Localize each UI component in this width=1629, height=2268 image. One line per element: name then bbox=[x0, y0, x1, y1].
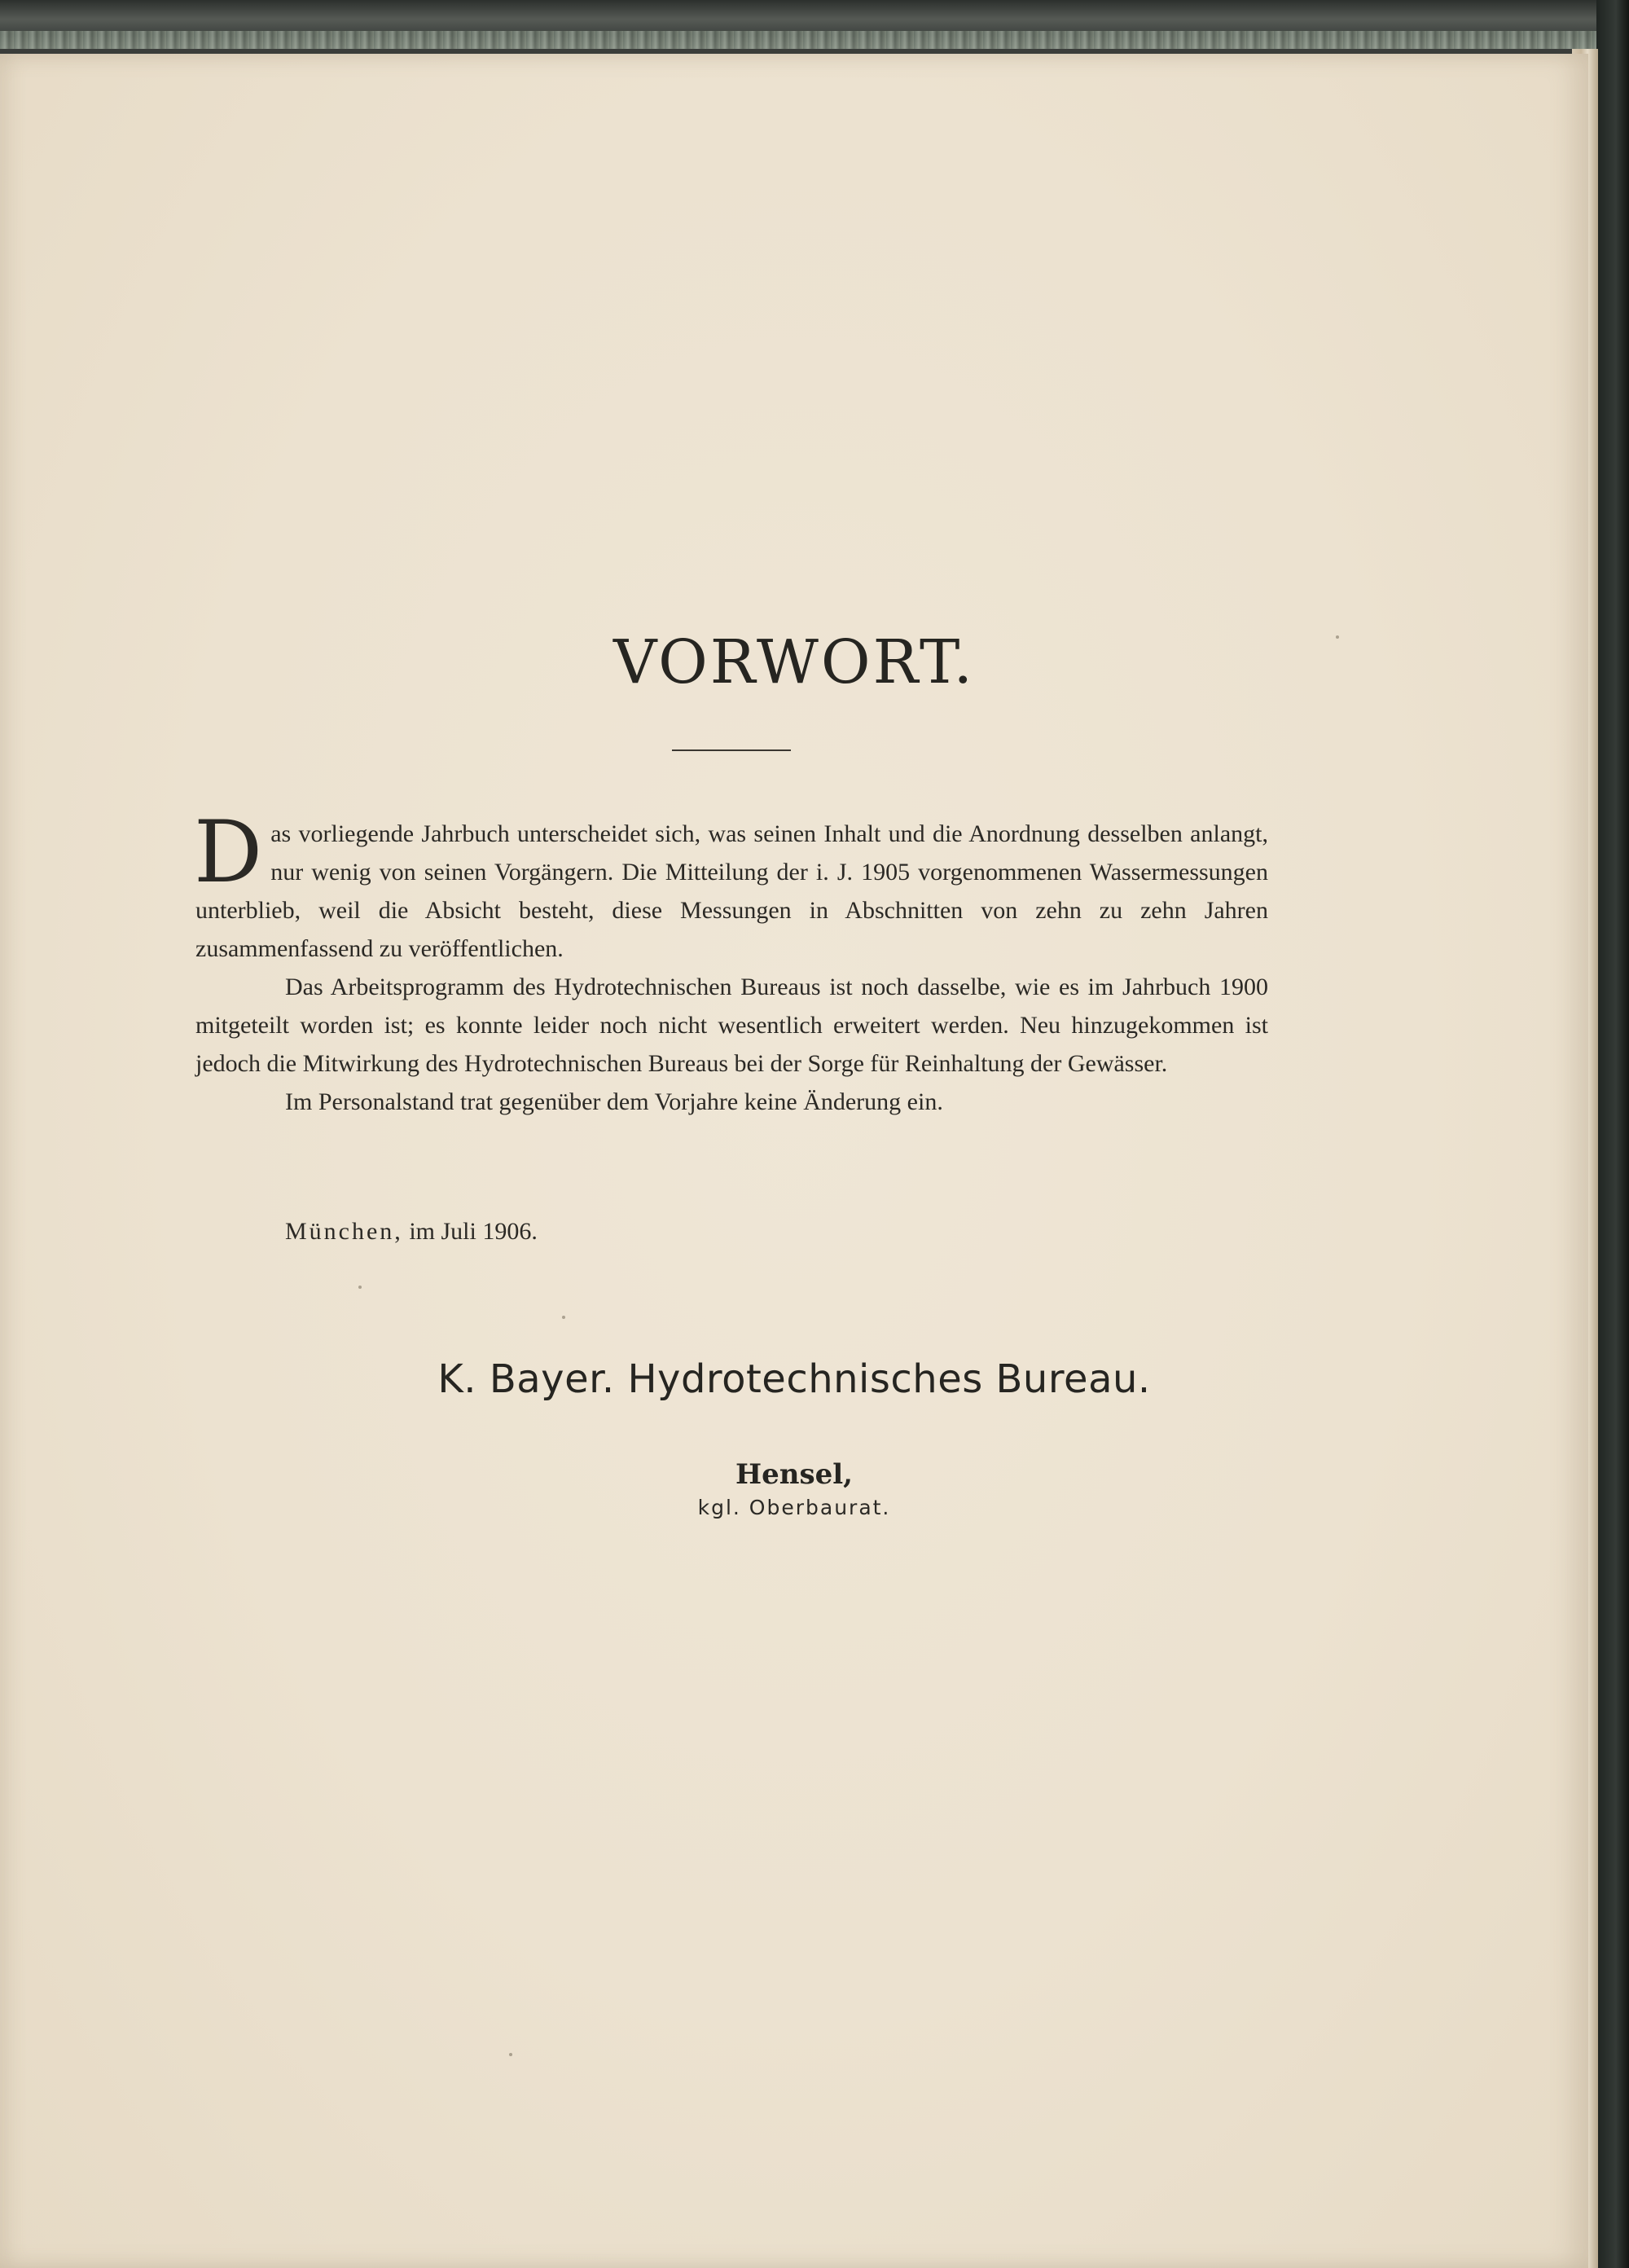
paragraph-1-text: as vorliegende Jahrbuch unterscheidet sich, was seinen Inhalt und die Anordnung desselben anlangt, nur wenig von seinen Vorgängern. Die Mitteilung der i. J. 1905 vorgenommenen Wassermessungen unterblieb, weil die Absicht besteht, diese Messungen in Abschnitten von zehn zu zehn Jahren zusammenfassend zu veröffentlichen. bbox=[195, 820, 1268, 962]
paragraph-1 bbox=[194, 802, 1268, 968]
paper-speck bbox=[509, 2053, 512, 2056]
date-line bbox=[285, 1218, 538, 1246]
paper-speck bbox=[562, 1316, 565, 1319]
book-binding-top bbox=[0, 0, 1629, 49]
document-page bbox=[0, 54, 1588, 2268]
book-binding-right bbox=[1596, 0, 1629, 2268]
drop-cap: D bbox=[194, 802, 263, 902]
paragraph-3: Im Personalstand trat gegenüber dem Vorjahre keine Änderung ein. bbox=[285, 1088, 943, 1115]
paper-speck bbox=[1336, 635, 1339, 639]
title-divider bbox=[672, 749, 791, 751]
institution-name: K. Bayer. Hydrotechnisches Bureau. bbox=[437, 1356, 1151, 1402]
signatory-title: kgl. Oberbaurat. bbox=[697, 1496, 891, 1519]
paper-speck bbox=[358, 1286, 362, 1289]
date-text: im Juli 1906. bbox=[402, 1218, 538, 1245]
preface-body bbox=[194, 802, 1268, 1121]
date-place: München, bbox=[285, 1218, 403, 1245]
signatory-name: Hensel, bbox=[735, 1458, 853, 1491]
page-title: VORWORT. bbox=[613, 627, 976, 697]
paragraph-2: Das Arbeitsprogramm des Hydrotechnischen Bureaus ist noch dasselbe, wie es im Jahrbuch 1900 mitgeteilt worden ist; es konnte leider noch nicht wesentlich erweitert werden. Neu hinzugekommen ist jedoch die Mitwirkung des Hydrotechnischen Bureaus bei der Sorge für Reinhaltung der Gewässer. bbox=[195, 974, 1268, 1077]
